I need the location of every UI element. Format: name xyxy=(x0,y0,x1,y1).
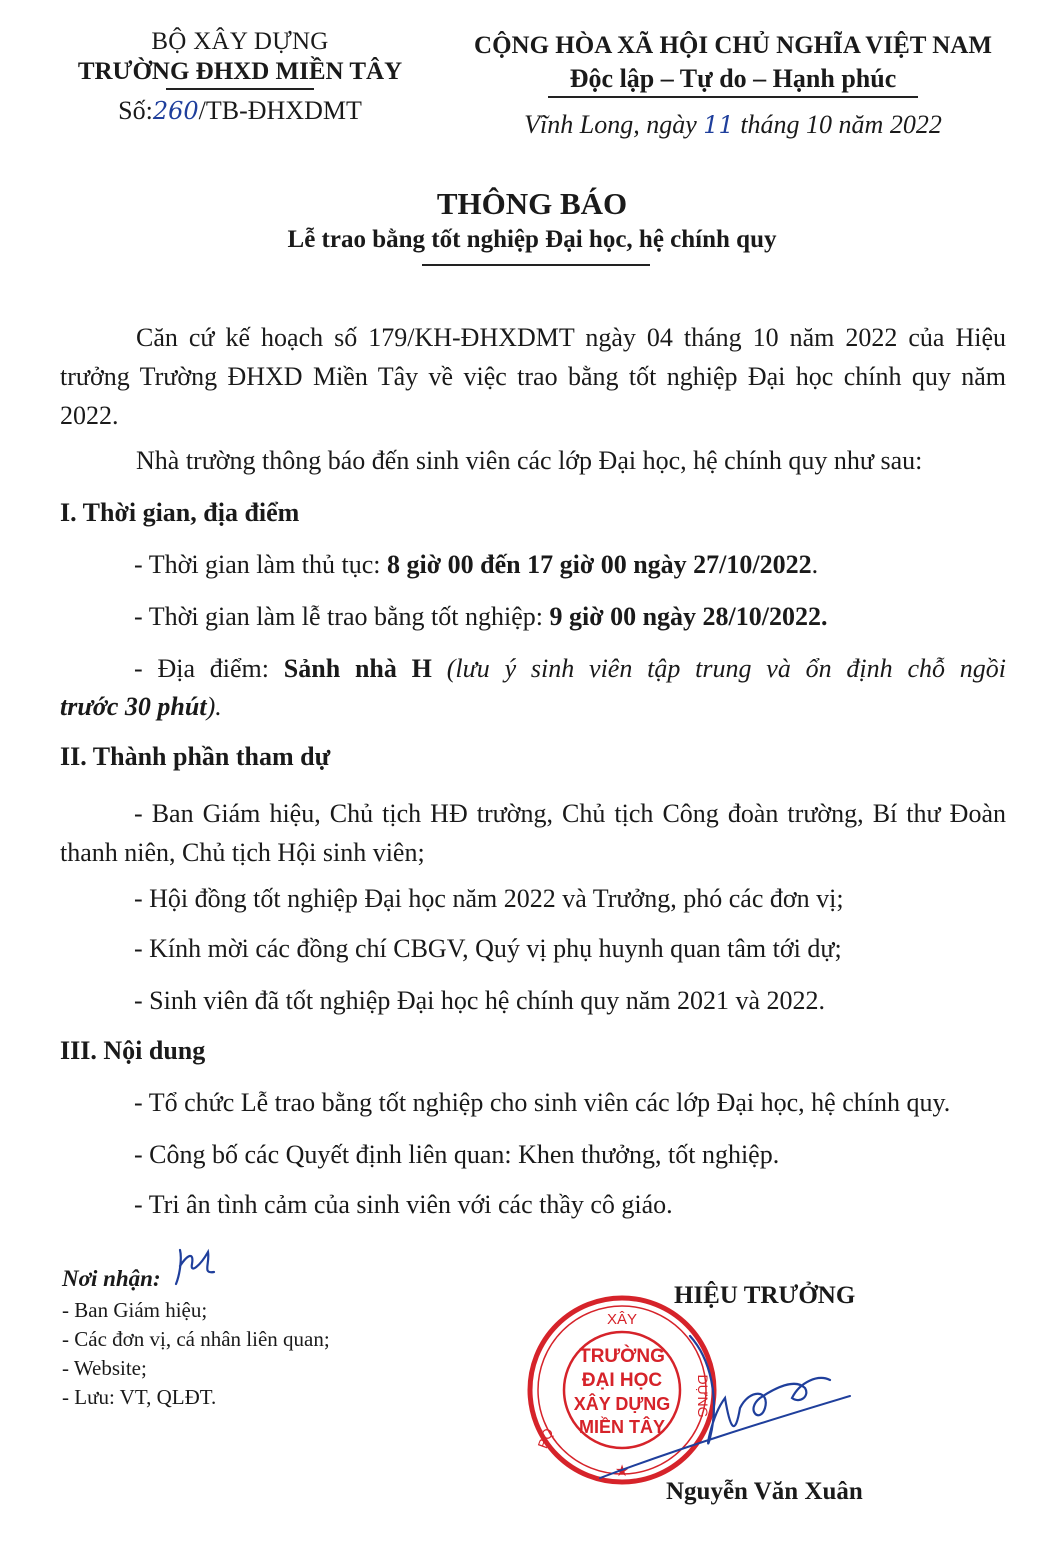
stamp-line: TRƯỜNG xyxy=(579,1346,665,1367)
item-note-end: ). xyxy=(206,692,222,721)
recipients-title: Nơi nhận: xyxy=(62,1266,161,1291)
item-label: - Thời gian làm lễ trao bằng tốt nghiệp: xyxy=(134,602,550,631)
school-name: TRƯỜNG ĐHXD MIỀN TÂY xyxy=(77,58,403,85)
stamp-ring-top: XÂY xyxy=(606,1311,638,1328)
nation-block xyxy=(440,32,1026,140)
stamp-line: ĐẠI HỌC xyxy=(581,1370,663,1391)
document-subtitle: Lễ trao bằng tốt nghiệp Đại học, hệ chính quy xyxy=(287,226,777,253)
list-item: - Kính mời các đồng chí CBGV, Quý vị phụ huynh quan tâm tới dự; xyxy=(134,934,842,963)
section-heading: II. Thành phần tham dự xyxy=(60,742,331,771)
signatory-name: Nguyễn Văn Xuân xyxy=(666,1478,863,1505)
stamp-line: XÂY DỰNG xyxy=(573,1394,671,1414)
issue-date xyxy=(440,110,1026,140)
number-prefix: Số: xyxy=(118,95,153,125)
motto-underline xyxy=(548,96,918,98)
issuer-block xyxy=(30,28,450,126)
intro-paragraph: Căn cứ kế hoạch số 179/KH-ĐHXDMT ngày 04 tháng 10 năm 2022 của Hiệu trưởng Trường ĐHXD Miền Tây về việc trao bằng tốt nghiệp Đại học chính quy năm 2022. xyxy=(60,323,1006,430)
handwritten-day: 11 xyxy=(703,110,734,139)
list-item: - Công bố các Quyết định liên quan: Khen thưởng, tốt nghiệp. xyxy=(134,1140,780,1169)
item-note: (lưu ý sinh viên tập trung và ổn định chỗ ngồi xyxy=(431,654,1006,683)
recipient-item: - Website; xyxy=(62,1356,147,1380)
subtitle-underline xyxy=(422,264,650,266)
list-item xyxy=(134,602,828,632)
recipient-item: - Các đơn vị, cá nhân liên quan; xyxy=(62,1327,330,1351)
document-title: THÔNG BÁO xyxy=(436,186,628,221)
item-value: 9 giờ 00 ngày 28/10/2022. xyxy=(549,602,828,631)
section-heading: III. Nội dung xyxy=(60,1036,206,1065)
document-number xyxy=(30,96,450,126)
item-value: Sảnh nhà H xyxy=(283,654,432,683)
stamp-ring-left: BỘ xyxy=(534,1426,557,1451)
national-motto: Độc lập – Tự do – Hạnh phúc xyxy=(569,64,897,93)
school-underline xyxy=(166,88,314,90)
item-label: - Địa điểm: xyxy=(134,654,284,683)
initial-mark xyxy=(170,1244,220,1288)
list-item-continuation xyxy=(60,692,222,722)
recipient-item: - Lưu: VT, QLĐT. xyxy=(62,1385,217,1409)
number-suffix: /TB-ĐHXDMT xyxy=(198,95,362,125)
handwritten-number: 260 xyxy=(152,96,199,125)
signatory-title: HIỆU TRƯỞNG xyxy=(674,1282,856,1309)
list-item xyxy=(134,654,1006,684)
list-item: - Hội đồng tốt nghiệp Đại học năm 2022 và Trưởng, phó các đơn vị; xyxy=(134,884,844,913)
stamp-star-icon: ★ xyxy=(614,1461,630,1480)
section-heading: I. Thời gian, địa điểm xyxy=(60,498,300,527)
stamp-line: MIỀN TÂY xyxy=(578,1417,666,1437)
item-note-bold: trước 30 phút xyxy=(60,692,207,721)
recipient-item: - Ban Giám hiệu; xyxy=(62,1298,208,1322)
date-prefix: Vĩnh Long, ngày xyxy=(524,109,704,139)
date-suffix: tháng 10 năm 2022 xyxy=(733,109,942,139)
list-item: - Tổ chức Lễ trao bằng tốt nghiệp cho sinh viên các lớp Đại học, hệ chính quy. xyxy=(134,1088,951,1117)
list-item: - Tri ân tình cảm của sinh viên với các thầy cô giáo. xyxy=(134,1190,673,1219)
handwritten-signature xyxy=(560,1318,860,1488)
nation-name: CỘNG HÒA XÃ HỘI CHỦ NGHĨA VIỆT NAM xyxy=(474,32,992,59)
item-end: . xyxy=(811,550,819,579)
ministry-name: BỘ XÂY DỰNG xyxy=(151,28,329,55)
item-label: - Thời gian làm thủ tục: xyxy=(134,550,388,579)
intro-paragraph-2: Nhà trường thông báo đến sinh viên các lớp Đại học, hệ chính quy như sau: xyxy=(136,446,923,475)
list-item: - Ban Giám hiệu, Chủ tịch HĐ trường, Chủ tịch Công đoàn trường, Bí thư Đoàn thanh niên, Chủ tịch Hội sinh viên; xyxy=(60,799,1006,867)
list-item: - Sinh viên đã tốt nghiệp Đại học hệ chính quy năm 2021 và 2022. xyxy=(134,986,826,1015)
item-value: 8 giờ 00 đến 17 giờ 00 ngày 27/10/2022 xyxy=(387,550,812,579)
list-item xyxy=(134,550,818,580)
stamp-ring-right: DỰNG xyxy=(695,1374,711,1418)
